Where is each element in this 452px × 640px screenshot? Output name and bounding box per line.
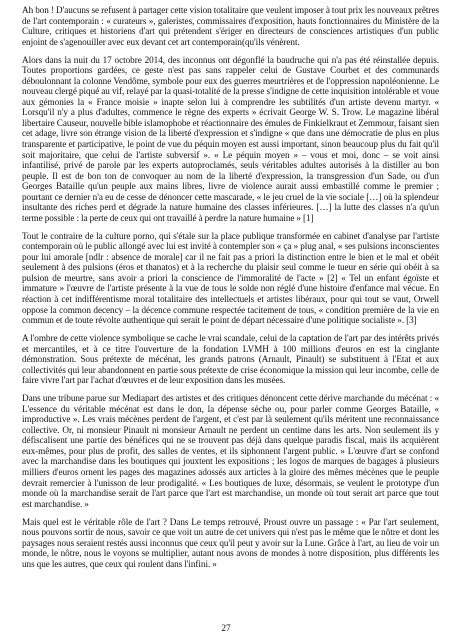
paragraph-6: Mais quel est le véritable rôle de l'art ? Dans Le temps retrouvé, Proust ouvre un passage : « Par l'art seulement, nous pouvons sortir de nous, savoir ce que voit un autre de cet univers qui n'est pas le même que le nôtre et dont les paysages nous seraient restés aussi inconnus que ceux qu'il peut y avoir sur la Lune. Grâce à l'art, au lieu de voir un monde, le nôtre, nous le voyons se multiplier, autant nous avons de mondes à notre disposition, plus différents les uns que les autres, que ceux qui roulent dans l'infini. » [22,516,439,569]
page-number: 27 [221,624,231,634]
paragraph-4: A l'ombre de cette violence symbolique se cache le vrai scandale, celui de la captation de l'art par des intérêts privés et mercantiles, et à ce titre l'ouverture de la fondation LVMH à 100 millions d'euros en est la cinglante démonstration. Sous prétexte de mécénat, les grands patrons (Arnault, Pinault) se substituent à l'Etat et aux collectivités qui leur abandonnent en partie sous prétexte de crise économique la mission qui leur incombe, celle de faire vivre l'art par l'achat d'œuvres et de leur exposition dans les musées. [22,333,439,386]
paragraph-1: Ah bon ! D'aucuns se refusent à partager cette vision totalitaire que veulent imposer à tout prix les nouveaux prêtres de l'art contemporain : « curateurs », galeristes, commissaires d'exposition, hauts fonctionnaires du Ministère de la Culture, critiques et historiens d'art qui prétendent s'ériger en directeurs de consciences artistiques d'un public enjoint de s'agenouiller avec eux devant cet art contemporain(qu'ils vénèrent. [22,5,439,47]
paragraph-2: Alors dans la nuit du 17 octobre 2014, des inconnus ont dégonflé la baudruche qui n'a pas été réinstallée depuis. Toutes proportions gardées, ce geste n'est pas sans rappeler celui de Gustave Courbet et des communards déboulonnant la colonne Vendôme, symbole pour eux des guerres meurtrières et de l'oppression napoléonienne. Le nouveau clergé piqué au vif, relayé par la quasi-totalité de la presse s'indigne de cette inquisition intolérable et voue aux gémonies la « France moisie » inapte selon lui à comprendre les subtilités d'un artiste devenu martyr. « Lorsqu'il n'y a plus d'adultes, commence le règne des experts » écrivait George W. S. Trow. Le magazine libéral libertaire Causeur, nouvelle bible islamophobe et réactionnaire des émules de Finkielkraut et Zemmour, faisant sien cet adage, livre son étrange vision de la liberté d'expression et s'indigne « que dans une démocratie de plus en plus transparente et participative, le point de vue du péquin moyen est aussi important, sinon beaucoup plus du fait qu'il soit majoritaire, que celui de l'artiste subversif ». « Le péquin moyen » – vous et moi, donc – se voit ainsi infantilisé, privé de parole par les experts autoproclamés, seuls véritables adultes autorisés à la distiller au bon peuple. Il est de bon ton de convoquer au nom de la liberté d'expression, la transgression d'un Sade, ou d'un Georges Bataille qu'un peuple aux mains libres, livre de violence aurait aussi embastillé comme le premier ; pourtant ce dernier n'a eu de cesse de dénoncer cette mascarade, « le jeu cruel de la vie sociale […] où la splendeur insultante des riches perd et dégrade la nature humaine des classes inférieures. […] la lutte des classes n'a qu'un terme possible : la perte de ceux qui ont travaillé à perdre la nature humaine » [1] [22,54,439,223]
paragraph-3: Tout le contraire de la culture porno, qui s'étale sur la place publique transformée en cabinet d'analyse par l'artiste contemporain où le public allongé avec lui est invité à contempler son « ça » plug anal, « ses pulsions inconscientes pour lui amorale [ndlr : absence de morale] car il ne fait pas a priori la distinction entre le bien et le mal et obéit seulement à des pulsions (éros et thanatos) et à la recherche du plaisir seul comme le tueur en série qui obéit à sa pulsion de meurtre, sans avoir a priori la conscience de l'immoralité de l'acte » [2] « Tel un enfant égoïste et immature » l'œuvre de l'artiste présente à la vue de tous le solde non réglé d'une histoire d'enfance mal vécue. En réaction à cet indifférentisme moral totalitaire des intellectuels et artistes libéraux, pour qui tout se vaut, Orwell oppose la common decency – la décence commune respectée tacitement de tous, « condition première de la vie en commun et de toute révolte authentique qui serait le point de départ nécessaire d'une politique socialiste ». [3] [22,230,439,326]
paragraph-5: Dans une tribune parue sur Mediapart des artistes et des critiques dénoncent cette dérive marchande du mécénat : « L'essence du véritable mécénat est dans le don, la dépense sèche ou, pour parler comme Georges Bataille, « improductive ». Les vrais mécènes perdent de l'argent, et c'est par là seulement qu'ils méritent une reconnaissance collective. Or, ni monsieur Pinault ni monsieur Arnault ne perdent un centime dans les arts. Non seulement ils y défiscalisent une partie des bénéfices qui ne se trouvent pas déjà dans quelque paradis fiscal, mais ils acquièrent eux-mêmes, pour plus de profit, des salles de ventes, et ils siphonnent l'argent public. » L'œuvre d'art se confond avec la marchandise dans les boutiques qui jouxtent les expositions ; les logos de marques de bagages à plusieurs milliers d'euros ornent les pages des magazines adossés aux articles à la gloire des mêmes mécènes que le peuple devrait remercier à l'unisson de leur prodigalité. « Les boutiques de luxe, désormais, se veulent le prototype d'un monde où la marchandise serait de l'art parce que l'art est marchandise, un monde où tout serait art parce que tout est marchandise. » [22,393,439,509]
